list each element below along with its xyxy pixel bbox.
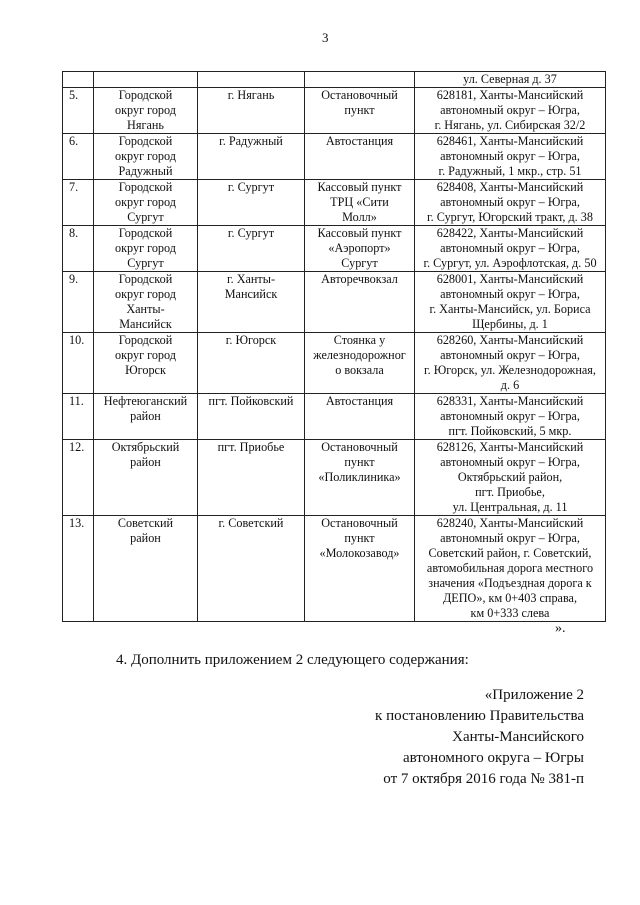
district-cell: Городской округ город Нягань [94, 88, 198, 134]
appendix-line: Ханты-Мансийского [452, 729, 584, 745]
district-cell: Городской округ город Ханты- Мансийск [94, 272, 198, 333]
district-cell: Нефтеюганский район [94, 394, 198, 440]
row-number-cell: 11. [63, 394, 94, 440]
table-row [63, 333, 606, 394]
locality-cell: пгт. Пойковский [198, 394, 305, 440]
row-number-cell: 8. [63, 226, 94, 272]
locality-cell [198, 72, 305, 88]
row-number-cell: 13. [63, 516, 94, 622]
stop-type-cell: Остановочный пункт «Молокозавод» [305, 516, 415, 622]
district-cell [94, 72, 198, 88]
stop-type-cell: Кассовый пункт ТРЦ «Сити Молл» [305, 180, 415, 226]
stations-table-body [63, 72, 606, 622]
district-cell: Городской округ город Сургут [94, 226, 198, 272]
locality-cell: г. Радужный [198, 134, 305, 180]
locality-cell: г. Сургут [198, 180, 305, 226]
district-cell: Городской округ город Сургут [94, 180, 198, 226]
table-row [63, 134, 606, 180]
stop-type-cell: Автостанция [305, 394, 415, 440]
stop-type-cell: Стоянка у железнодорожног о вокзала [305, 333, 415, 394]
row-number-cell: 9. [63, 272, 94, 333]
table-row [63, 516, 606, 622]
appendix-line: к постановлению Правительства [375, 708, 584, 724]
address-cell: 628408, Ханты-Мансийский автономный округ – Югра, г. Сургут, Югорский тракт, д. 38 [415, 180, 606, 226]
table-row [63, 180, 606, 226]
row-number-cell: 6. [63, 134, 94, 180]
table-row [63, 272, 606, 333]
table-row [63, 226, 606, 272]
locality-cell: г. Сургут [198, 226, 305, 272]
address-cell: 628240, Ханты-Мансийский автономный округ – Югра, Советский район, г. Советский, автомобильная дорога местного значения «Подъездная дорога к ДЕПО», км 0+403 справа, км 0+333 слева [415, 516, 606, 622]
page-number: 3 [322, 30, 329, 45]
address-cell: 628001, Ханты-Мансийский автономный округ – Югра, г. Ханты-Мансийск, ул. Бориса Щербины, д. 1 [415, 272, 606, 333]
district-cell: Городской округ город Радужный [94, 134, 198, 180]
paragraph-item-4: 4. Дополнить приложением 2 следующего содержания: [116, 652, 469, 668]
address-cell: 628126, Ханты-Мансийский автономный округ – Югра, Октябрьский район, пгт. Приобье, ул. Центральная, д. 11 [415, 440, 606, 516]
row-number-cell: 5. [63, 88, 94, 134]
locality-cell: пгт. Приобье [198, 440, 305, 516]
stations-table [62, 71, 606, 622]
address-cell: 628260, Ханты-Мансийский автономный округ – Югра, г. Югорск, ул. Железнодорожная, д. 6 [415, 333, 606, 394]
locality-cell: г. Нягань [198, 88, 305, 134]
address-cell: ул. Северная д. 37 [415, 72, 606, 88]
row-number-cell: 7. [63, 180, 94, 226]
appendix-heading [375, 685, 584, 790]
stop-type-cell: Остановочный пункт «Поликлиника» [305, 440, 415, 516]
address-cell: 628422, Ханты-Мансийский автономный округ – Югра, г. Сургут, ул. Аэрофлотская, д. 50 [415, 226, 606, 272]
row-number-cell: 10. [63, 333, 94, 394]
stop-type-cell: Автостанция [305, 134, 415, 180]
district-cell: Городской округ город Югорск [94, 333, 198, 394]
table-row [63, 72, 606, 88]
locality-cell: г. Ханты- Мансийск [198, 272, 305, 333]
row-number-cell: 12. [63, 440, 94, 516]
appendix-line: автономного округа – Югры [402, 750, 584, 766]
appendix-line: от 7 октября 2016 года № 381-п [383, 771, 584, 787]
address-cell: 628461, Ханты-Мансийский автономный округ – Югра, г. Радужный, 1 мкр., стр. 51 [415, 134, 606, 180]
appendix-line: «Приложение 2 [484, 687, 584, 703]
stop-type-cell: Остановочный пункт [305, 88, 415, 134]
stop-type-cell: Авторечвокзал [305, 272, 415, 333]
district-cell: Октябрьский район [94, 440, 198, 516]
closing-quote-mark: ». [555, 621, 566, 636]
table-row [63, 394, 606, 440]
row-number-cell [63, 72, 94, 88]
stop-type-cell: Кассовый пункт «Аэропорт» Сургут [305, 226, 415, 272]
table-row [63, 440, 606, 516]
locality-cell: г. Советский [198, 516, 305, 622]
stop-type-cell [305, 72, 415, 88]
district-cell: Советский район [94, 516, 198, 622]
address-cell: 628331, Ханты-Мансийский автономный округ – Югра, пгт. Пойковский, 5 мкр. [415, 394, 606, 440]
locality-cell: г. Югорск [198, 333, 305, 394]
address-cell: 628181, Ханты-Мансийский автономный округ – Югра, г. Нягань, ул. Сибирская 32/2 [415, 88, 606, 134]
table-row [63, 88, 606, 134]
